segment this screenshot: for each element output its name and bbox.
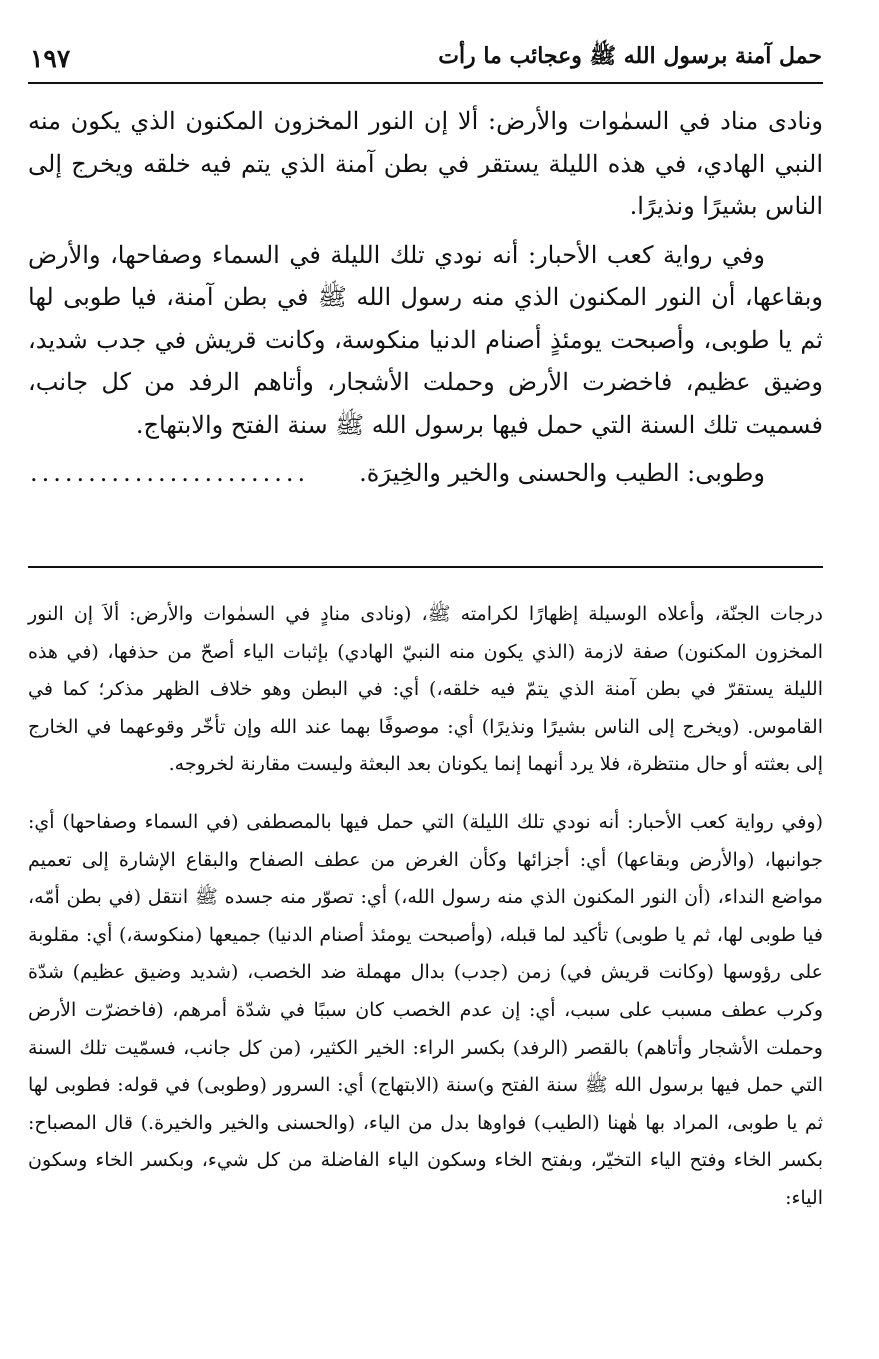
- commentary: [28, 596, 823, 1218]
- page-number: ١٩٧: [30, 43, 71, 73]
- header-rule: [28, 82, 823, 84]
- running-title: حمل آمنة برسول الله ﷺ وعجائب ما رأت: [438, 43, 822, 69]
- page-header: [30, 38, 822, 78]
- definition-line: [28, 452, 823, 495]
- dotted-leader: ........................: [30, 459, 310, 487]
- commentary-paragraph: درجات الجنّة، وأعلاه الوسيلة إظهارًا لكرامته ﷺ، (ونادى منادٍ في السمٰوات والأرض: ألاَ إن النور المخزون المكنون) صفة لازمة (الذي يكون منه النبيّ الهادي) بإثبات الياء أصحّ من حذفها، (في هذه الليلة يستقرّ في بطن آمنة الذي يتمّ فيه خلقه،) أي: في البطن وهو خلاف الظهر مذكر؛ كما في القاموس. (ويخرج إلى الناس بشيرًا ونذيرًا) أي: موصوفًا بهما عند الله وإن تأخّر وقوعهما في الخارج إلى بعثته أو حال منتظرة، فلا يرد أنهما إنما يكونان بعد البعثة وليست مقارنة لخروجه.: [28, 603, 823, 776]
- definition-text: وطوبى: الطيب والحسنى والخير والخِيرَة.: [359, 459, 765, 487]
- commentary-paragraph: (وفي رواية كعب الأحبار: أنه نودي تلك الليلة) التي حمل فيها بالمصطفى (في السماء وصفاحها) أي: جوانبها، (والأرض وبقاعها) أي: أجزائها وكأن الغرض من عطف الصفاح والبقاع الإشارة إلى تعميم مواضع النداء، (أن النور المكنون الذي منه رسول الله،) أي: تصوّر منه جسده ﷺ انتقل (في بطن أمّه، فيا طوبى لها، ثم يا طوبى) تأكيد لما قبله، (وأصبحت يومئذ أصنام الدنيا) جميعها (منكوسة،) أي: مقلوبة على رؤوسها (وكانت قريش في) زمن (جدب) بدال مهملة ضد الخصب، (شديد وضيق عظيم) شدّة وكرب عطف مسبب على سبب، أي: إن عدم الخصب كان سببًا في شدّة أمرهم، (فاخضرّت الأرض وحملت الأشجار وأتاهم) بالقصر (الرفد) بكسر الراء: الخير الكثير، (من كل جانب، فسمّيت تلك السنة التي حمل فيها برسول الله ﷺ سنة الفتح و)سنة (الابتهاج) أي: السرور (وطوبى) في قوله: فطوبى لها ثم يا طوبى، المراد بها هٰهنا (الطيب) فواوها بدل من الياء، (والحسنى والخير والخيرة.) قال المصباح: بكسر الخاء وفتح الياء التخيّر، وبفتح الخاء وسكون الياء الفاضلة من كل شيء، وبكسر الخاء وسكون الياء:: [28, 810, 823, 1209]
- main-paragraph: وفي رواية كعب الأحبار: أنه نودي تلك الليلة في السماء وصفاحها، والأرض وبقاعها، أن النور المكنون الذي منه رسول الله ﷺ في بطن آمنة، فيا طوبى لها ثم يا طوبى، وأصبحت يومئذٍ أصنام الدنيا منكوسة، وكانت قريش في جدب شديد، وضيق عظيم، فاخضرت الأرض وحملت الأشجار، وأتاهم الرفد من كل جانب، فسميت تلك السنة التي حمل فيها برسول الله ﷺ سنة الفتح والابتهاج.: [28, 240, 824, 439]
- main-paragraph: ونادى مناد في السمٰوات والأرض: ألا إن النور المخزون المكنون الذي يكون منه النبي الهادي، في هذه الليلة يستقر في بطن آمنة الذي يتم فيه خلقه ويخرج إلى الناس بشيرًا ونذيرًا.: [28, 107, 823, 220]
- section-separator: [28, 566, 823, 568]
- main-text: [28, 100, 823, 495]
